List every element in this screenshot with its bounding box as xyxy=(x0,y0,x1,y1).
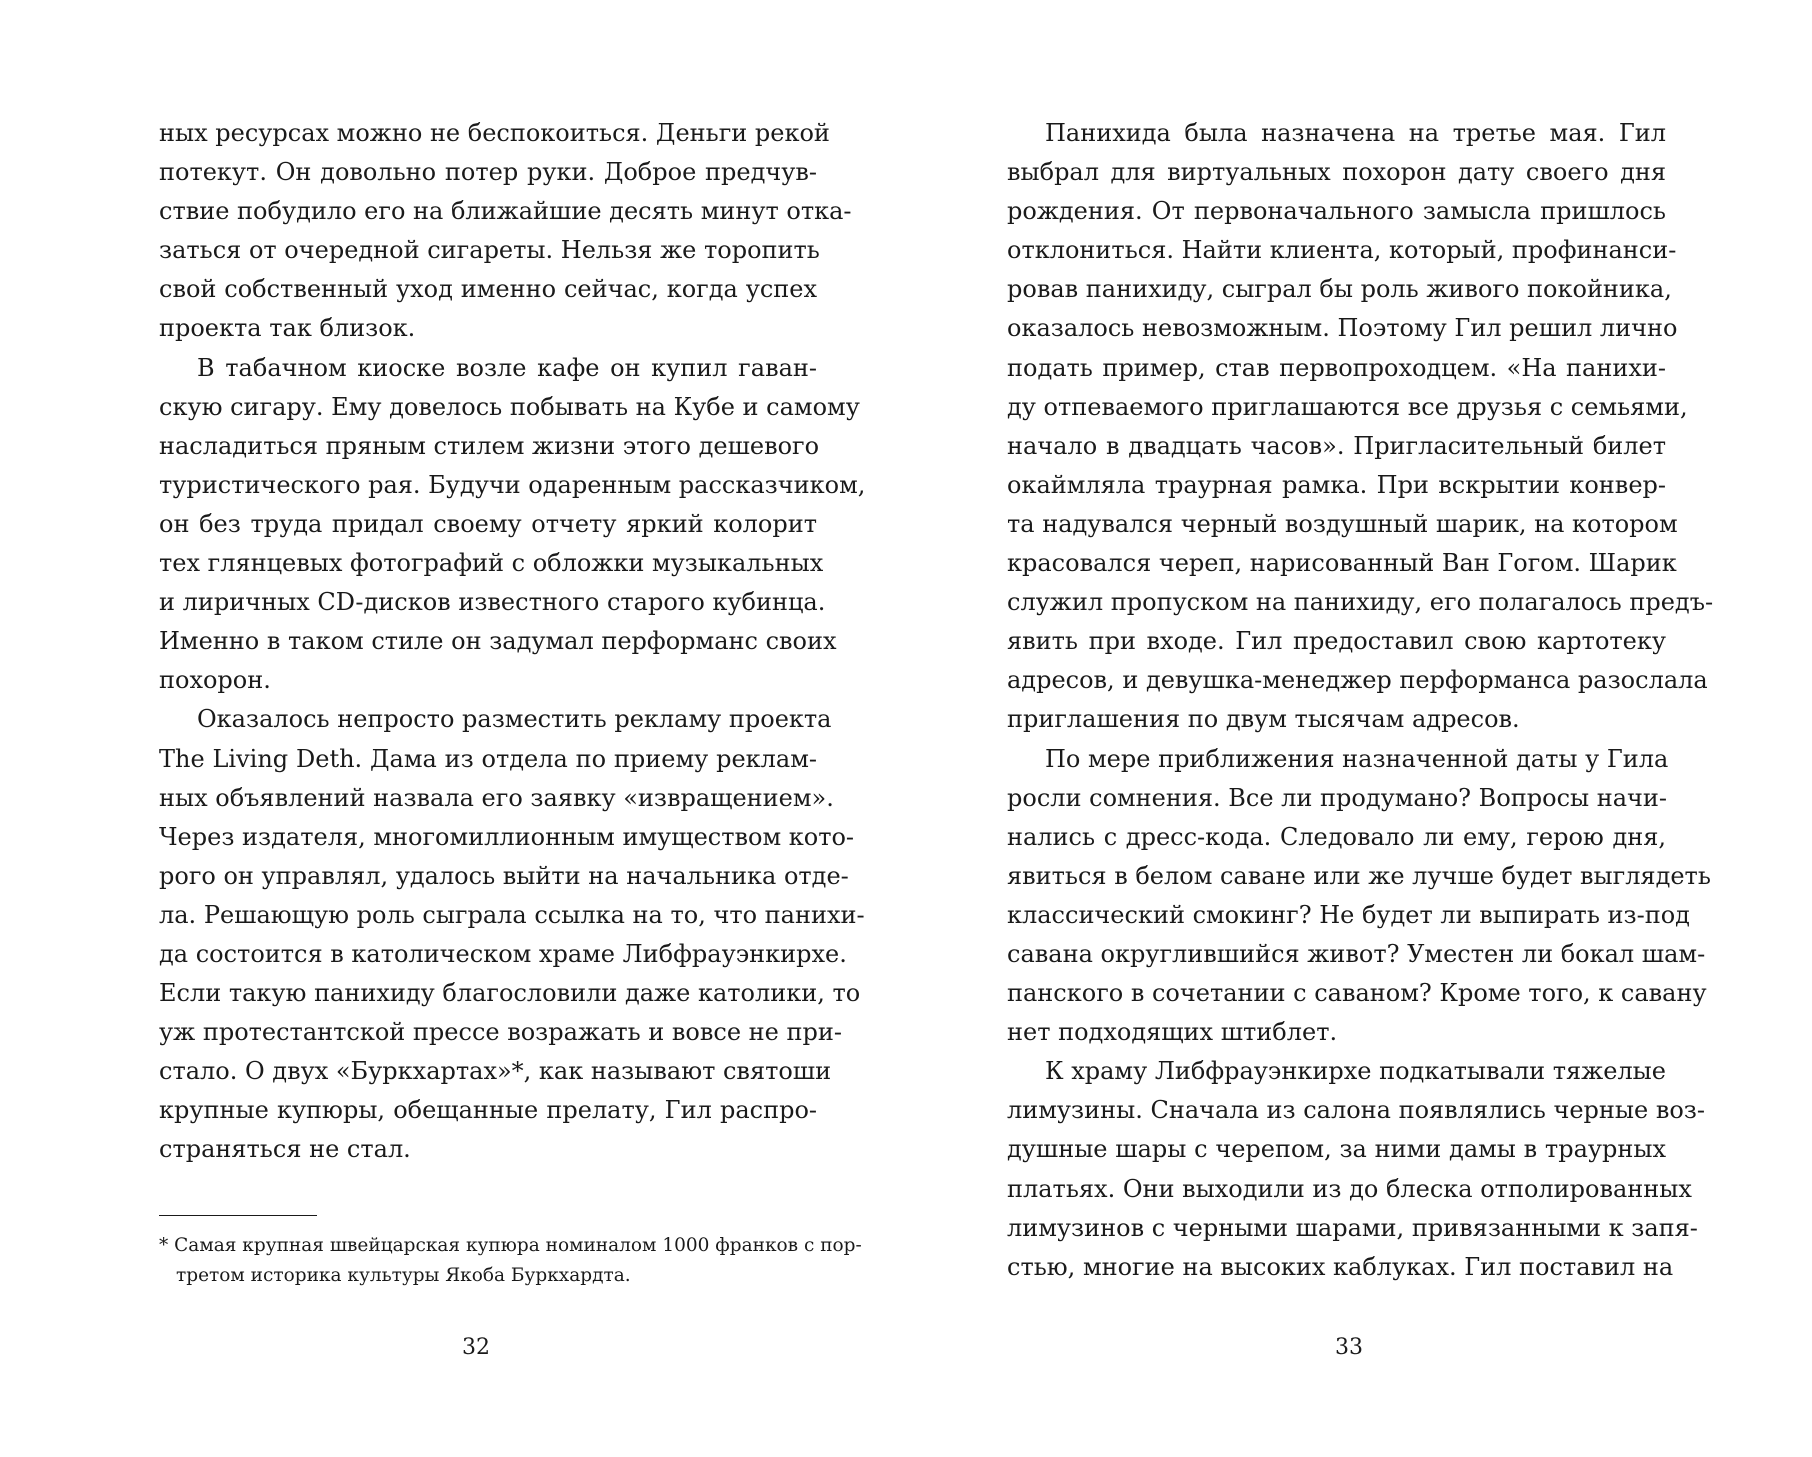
text-line: К храму Либфрауэнкирхе подкатывали тяжелые xyxy=(1045,1057,1666,1086)
text-line: душные шары с черепом, за ними дамы в траурных xyxy=(1007,1135,1666,1164)
text-line: росли сомнения. Все ли продумано? Вопросы начи- xyxy=(1007,783,1668,812)
text-line: В табачном киоске возле кафе он купил гаван- xyxy=(197,353,817,382)
text-line: скую сигару. Ему довелось побывать на Кубе и самому xyxy=(159,392,860,421)
text-line: нались с дресс-кода. Следовало ли ему, герою дня, xyxy=(1007,822,1666,851)
text-line: нет подходящих штиблет. xyxy=(1007,1018,1338,1047)
text-line: платьях. Они выходили из до блеска отполированных xyxy=(1007,1174,1692,1203)
text-line: рождения. От первоначального замысла пришлось xyxy=(1007,197,1666,226)
text-line: проекта так близок. xyxy=(159,314,416,343)
text-line: приглашения по двум тысячам адресов. xyxy=(1007,705,1520,734)
text-line: лимузины. Сначала из салона появлялись черные воз- xyxy=(1007,1096,1705,1125)
right-text-column xyxy=(1007,114,1714,1287)
text-line: похорон. xyxy=(159,666,271,695)
text-line: крупные купюры, обещанные прелату, Гил распро- xyxy=(159,1096,817,1125)
text-line: Именно в таком стиле он задумал перформанс своих xyxy=(159,627,837,656)
text-line: адресов, и девушка-менеджер перформанса разослала xyxy=(1007,666,1708,695)
left-text-column xyxy=(159,114,866,1170)
text-line: ла. Решающую роль сыграла ссылка на то, что панихи- xyxy=(159,900,865,929)
footnote xyxy=(159,1231,862,1291)
text-line: да состоится в католическом храме Либфрауэнкирхе. xyxy=(159,939,847,968)
text-line: туристического рая. Будучи одаренным рассказчиком, xyxy=(159,470,866,499)
text-line: явить при входе. Гил предоставил свою картотеку xyxy=(1007,627,1666,656)
text-line: он без труда придал своему отчету яркий колорит xyxy=(159,509,817,538)
text-line: отклониться. Найти клиента, который, профинанси- xyxy=(1007,236,1677,265)
text-line: ровав панихиду, сыграл бы роль живого покойника, xyxy=(1007,275,1672,304)
footnote-line: * Самая крупная швейцарская купюра номиналом 1000 франков с пор- xyxy=(159,1235,862,1256)
text-line: страняться не стал. xyxy=(159,1135,411,1164)
text-line: лимузинов с черными шарами, привязанными к запя- xyxy=(1007,1213,1698,1242)
text-line: окаймляла траурная рамка. При вскрытии конвер- xyxy=(1007,470,1666,499)
footnote-divider xyxy=(159,1215,317,1216)
text-line: оказалось невозможным. Поэтому Гил решил лично xyxy=(1007,314,1678,343)
text-line: По мере приближения назначенной даты у Гила xyxy=(1045,744,1669,773)
text-line: и лиричных CD-дисков известного старого кубинца. xyxy=(159,588,826,617)
text-line: Через издателя, многомиллионным имуществом кото- xyxy=(159,822,855,851)
text-line: ду отпеваемого приглашаются все друзья с семьями, xyxy=(1007,392,1688,421)
text-line: The Living Deth. Дама из отдела по приему реклам- xyxy=(159,744,817,773)
text-line: ных объявлений назвала его заявку «извращением». xyxy=(159,783,834,812)
page-number: 32 xyxy=(462,1335,490,1360)
text-line: ствие побудило его на ближайшие десять минут отка- xyxy=(159,197,852,226)
text-line: служил пропуском на панихиду, его полагалось предъ- xyxy=(1007,588,1714,617)
text-line: заться от очередной сигареты. Нельзя же торопить xyxy=(159,236,820,265)
text-line: рого он управлял, удалось выйти на начальника отде- xyxy=(159,861,849,890)
text-line: ных ресурсах можно не беспокоиться. Деньги рекой xyxy=(159,119,830,147)
text-line: Если такую панихиду благословили даже католики, то xyxy=(159,979,861,1008)
text-line: классический смокинг? Не будет ли выпирать из-под xyxy=(1007,900,1690,929)
text-line: та надувался черный воздушный шарик, на котором xyxy=(1007,509,1678,538)
text-line: потекут. Он довольно потер руки. Доброе предчув- xyxy=(159,158,817,187)
text-line: савана округлившийся живот? Уместен ли бокал шам- xyxy=(1007,939,1706,968)
page-number: 33 xyxy=(1335,1335,1363,1360)
right-page xyxy=(906,0,1812,1457)
text-line: тех глянцевых фотографий с обложки музыкальных xyxy=(159,549,824,578)
text-line: свой собственный уход именно сейчас, когда успех xyxy=(159,275,817,304)
text-line: Панихида была назначена на третье мая. Гил xyxy=(1045,119,1666,147)
text-line: уж протестантской прессе возражать и вовсе не при- xyxy=(159,1018,842,1047)
text-line: насладиться пряным стилем жизни этого дешевого xyxy=(159,431,820,460)
text-line: стало. О двух «Буркхартах»*, как называют святоши xyxy=(159,1057,832,1086)
text-line: панского в сочетании с саваном? Кроме того, к савану xyxy=(1007,979,1707,1008)
text-line: выбрал для виртуальных похорон дату своего дня xyxy=(1007,158,1666,187)
text-line: стью, многие на высоких каблуках. Гил поставил на xyxy=(1007,1252,1674,1281)
text-line: подать пример, став первопроходцем. «На панихи- xyxy=(1007,353,1666,382)
text-line: начало в двадцать часов». Пригласительный билет xyxy=(1007,431,1666,460)
footnote-line: третом историка культуры Якоба Буркхардта. xyxy=(176,1265,631,1286)
text-line: явиться в белом саване или же лучше будет выглядеть xyxy=(1007,861,1711,890)
text-line: красовался череп, нарисованный Ван Гогом. Шарик xyxy=(1007,549,1677,578)
text-line: Оказалось непросто разместить рекламу проекта xyxy=(197,705,832,734)
